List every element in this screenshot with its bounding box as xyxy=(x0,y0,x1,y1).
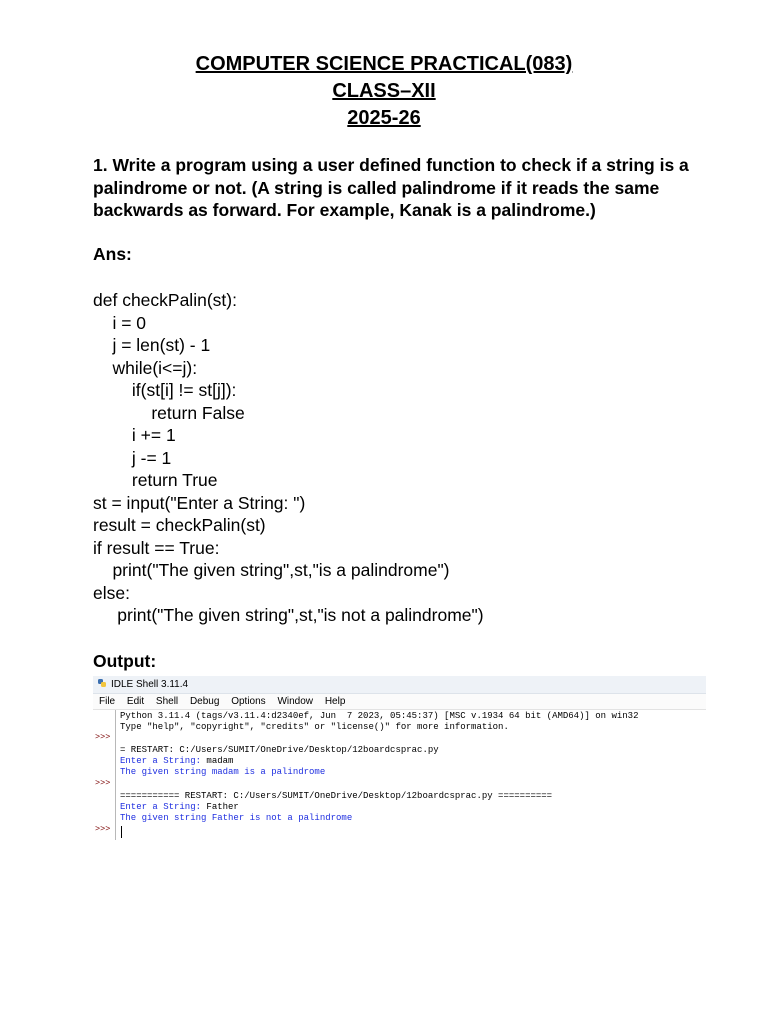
code-line: j = len(st) - 1 xyxy=(93,335,211,355)
menu-window[interactable]: Window xyxy=(277,696,314,707)
code-block xyxy=(93,289,484,627)
shell-line: Python 3.11.4 (tags/v3.11.4:d2340ef, Jun 7 2023, 05:45:37) [MSC v.1934 64 bit (AMD64)] on win32 xyxy=(120,711,639,721)
menu-shell[interactable]: Shell xyxy=(155,696,179,707)
shell-line xyxy=(120,756,233,767)
text-cursor xyxy=(121,826,122,838)
code-line: if result == True: xyxy=(93,537,220,558)
shell-line: Type "help", "copyright", "credits" or "license()" for more information. xyxy=(120,722,509,732)
menu-debug[interactable]: Debug xyxy=(189,696,220,707)
question-text: 1. Write a program using a user defined function to check if a string is a palindrome or not. (A string is called palindrome if it reads the same backwards as forward. For example, Kanak is a palindrome.) xyxy=(93,155,689,220)
output-label: Output: xyxy=(93,651,157,671)
code-line: return True xyxy=(93,470,218,490)
shell-line: The given string Father is not a palindrome xyxy=(120,813,353,823)
shell-output-area[interactable] xyxy=(93,710,706,840)
ans-label: Ans: xyxy=(93,244,132,264)
document-title: COMPUTER SCIENCE PRACTICAL(083) xyxy=(195,53,573,75)
code-line: else: xyxy=(93,582,130,603)
code-line: if(st[i] != st[j]): xyxy=(93,380,237,400)
code-line: return False xyxy=(93,402,245,423)
menu-file[interactable]: File xyxy=(99,696,116,707)
code-line: st = input("Enter a String: ") xyxy=(93,492,306,513)
code-line: j -= 1 xyxy=(93,447,172,468)
shell-prompt: >>> xyxy=(95,778,111,788)
code-line: print("The given string",st,"is a palindrome") xyxy=(93,560,450,580)
python-logo-icon xyxy=(97,678,107,688)
idle-shell-screenshot xyxy=(93,676,706,840)
input-prompt-text: Enter a String: xyxy=(120,802,207,812)
menu-options[interactable]: Options xyxy=(231,696,266,707)
year-heading: 2025-26 xyxy=(347,107,421,129)
shell-line: =========== RESTART: C:/Users/SUMIT/OneDrive/Desktop/12boardcsprac.py ========== xyxy=(120,791,553,801)
idle-window-title: IDLE Shell 3.11.4 xyxy=(111,679,189,690)
code-line: def checkPalin(st): xyxy=(93,290,237,310)
input-prompt-text: Enter a String: xyxy=(120,756,207,766)
shell-prompt: >>> xyxy=(95,732,111,742)
shell-line: The given string madam is a palindrome xyxy=(120,767,326,777)
code-line: while(i<=j): xyxy=(93,357,198,378)
code-line: i += 1 xyxy=(93,425,176,445)
user-input: madam xyxy=(206,756,234,766)
code-line: print("The given string",st,"is not a palindrome") xyxy=(93,605,484,625)
class-heading: CLASS–XII xyxy=(332,80,436,102)
prompt-gutter xyxy=(93,710,116,840)
idle-menubar xyxy=(93,694,706,710)
shell-prompt: >>> xyxy=(95,824,111,834)
shell-line: = RESTART: C:/Users/SUMIT/OneDrive/Desktop/12boardcsprac.py xyxy=(120,745,439,755)
idle-titlebar xyxy=(93,676,706,694)
code-line: result = checkPalin(st) xyxy=(93,515,266,535)
code-line: i = 0 xyxy=(93,312,147,333)
user-input: Father xyxy=(206,802,239,812)
menu-help[interactable]: Help xyxy=(324,696,346,707)
menu-edit[interactable]: Edit xyxy=(126,696,145,707)
shell-line xyxy=(120,802,239,813)
